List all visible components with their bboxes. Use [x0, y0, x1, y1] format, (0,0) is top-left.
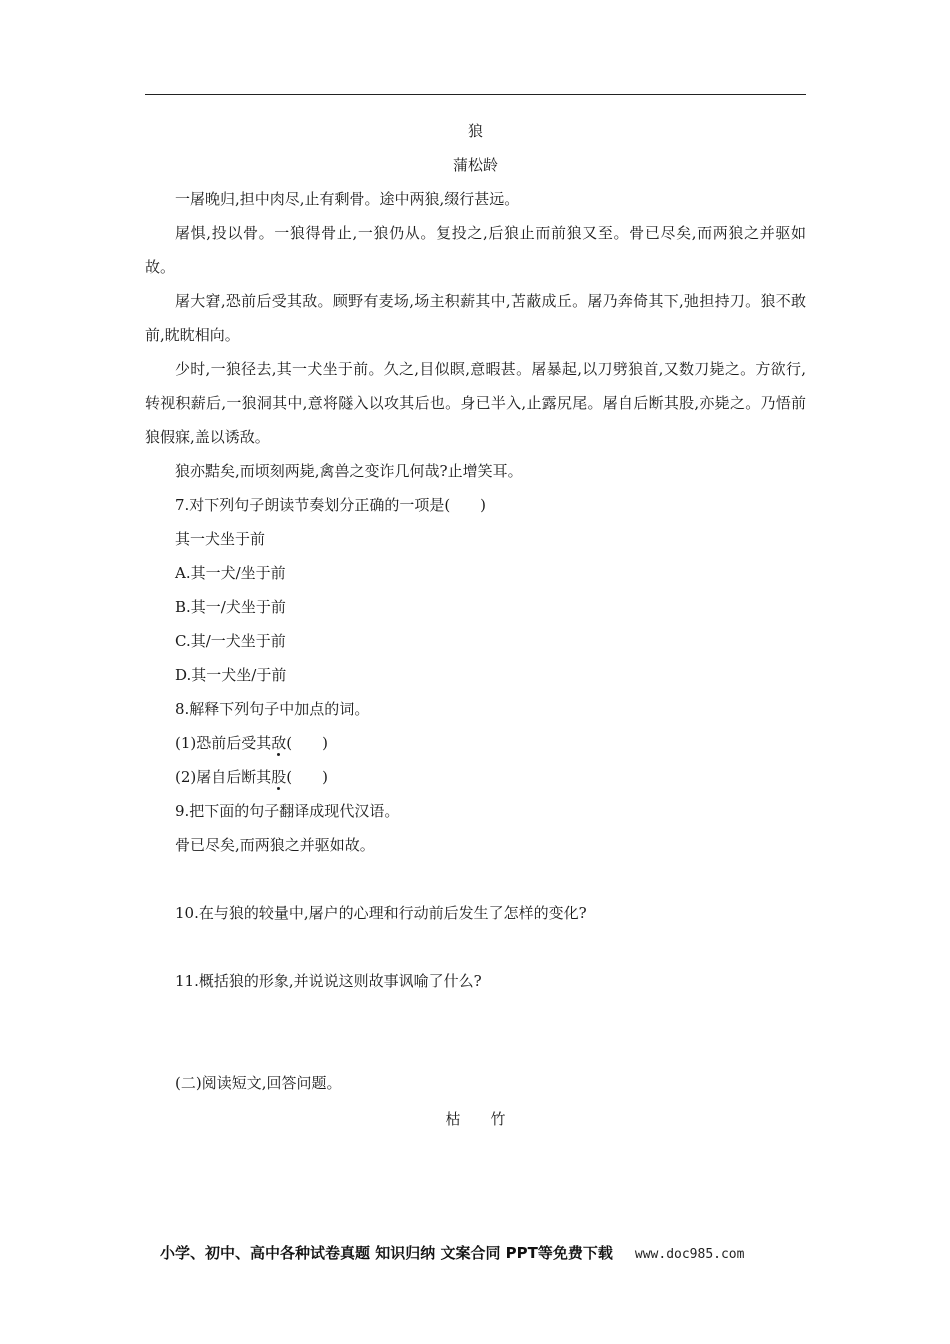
footer-url[interactable]: www.doc985.com	[634, 1247, 745, 1262]
answer-space-9	[145, 862, 806, 896]
question-10-stem: 10.在与狼的较量中,屠户的心理和行动前后发生了怎样的变化?	[175, 904, 587, 922]
question-8-item-2	[145, 760, 806, 794]
question-7-stem: 7.对下列句子朗读节奏划分正确的一项是( )	[175, 496, 487, 514]
passage-paragraph-5: 狼亦黠矣,而顷刻两毙,禽兽之变诈几何哉?止增笑耳。	[175, 462, 523, 480]
passage-author: 蒲松龄	[452, 156, 498, 174]
section-2-instruction: (二)阅读短文,回答问题。	[175, 1074, 342, 1092]
question-8-item-2-blank: ( )	[286, 768, 328, 786]
question-7-option-c: C.其/一犬坐于前	[175, 632, 286, 650]
section-2-title: 枯竹	[445, 1110, 536, 1128]
page-footer	[160, 1242, 744, 1263]
passage-paragraph-2: 屠惧,投以骨。一狼得骨止,一狼仍从。复投之,后狼止而前狼又至。骨已尽矣,而两狼之并驱如故。	[145, 224, 806, 276]
question-8-item-2-text: (2)屠自后断其	[175, 768, 272, 786]
question-8-stem: 8.解释下列句子中加点的词。	[175, 700, 370, 718]
question-8-item-1-dotted-word: 敌	[271, 734, 287, 752]
question-8-item-2-dotted-word: 股	[271, 768, 287, 786]
question-9-sentence: 骨已尽矣,而两狼之并驱如故。	[175, 836, 375, 854]
passage-title: 狼	[467, 122, 483, 140]
question-7-option-d: D.其一犬坐/于前	[175, 666, 287, 684]
passage-paragraph-3: 屠大窘,恐前后受其敌。顾野有麦场,场主积薪其中,苫蔽成丘。屠乃奔倚其下,弛担持刀。狼不敢前,眈眈相向。	[145, 292, 806, 344]
question-7-option-b: B.其一/犬坐于前	[175, 598, 286, 616]
question-8-item-1-text: (1)恐前后受其	[175, 734, 272, 752]
question-8-item-1	[145, 726, 806, 760]
question-8-item-1-blank: ( )	[286, 734, 328, 752]
question-7-sentence: 其一犬坐于前	[175, 530, 266, 548]
passage-paragraph-1: 一屠晚归,担中肉尽,止有剩骨。途中两狼,缀行甚远。	[175, 190, 520, 208]
question-7-option-a: A.其一犬/坐于前	[175, 564, 286, 582]
footer-text: 小学、初中、高中各种试卷真题 知识归纳 文案合同 PPT等免费下载	[160, 1244, 613, 1262]
document-body	[145, 114, 806, 1136]
passage-paragraph-4: 少时,一狼径去,其一犬坐于前。久之,目似瞑,意暇甚。屠暴起,以刀劈狼首,又数刀毙之。方欲行,转视积薪后,一狼洞其中,意将隧入以攻其后也。身已半入,止露尻尾。屠自后断其股,亦毙之。乃悟前狼假寐,盖以诱敌。	[145, 360, 806, 446]
answer-space-11	[145, 998, 806, 1066]
answer-space-10	[145, 930, 806, 964]
header-rule	[145, 94, 806, 95]
question-9-stem: 9.把下面的句子翻译成现代汉语。	[175, 802, 400, 820]
question-11-stem: 11.概括狼的形象,并说说这则故事讽喻了什么?	[175, 972, 482, 990]
